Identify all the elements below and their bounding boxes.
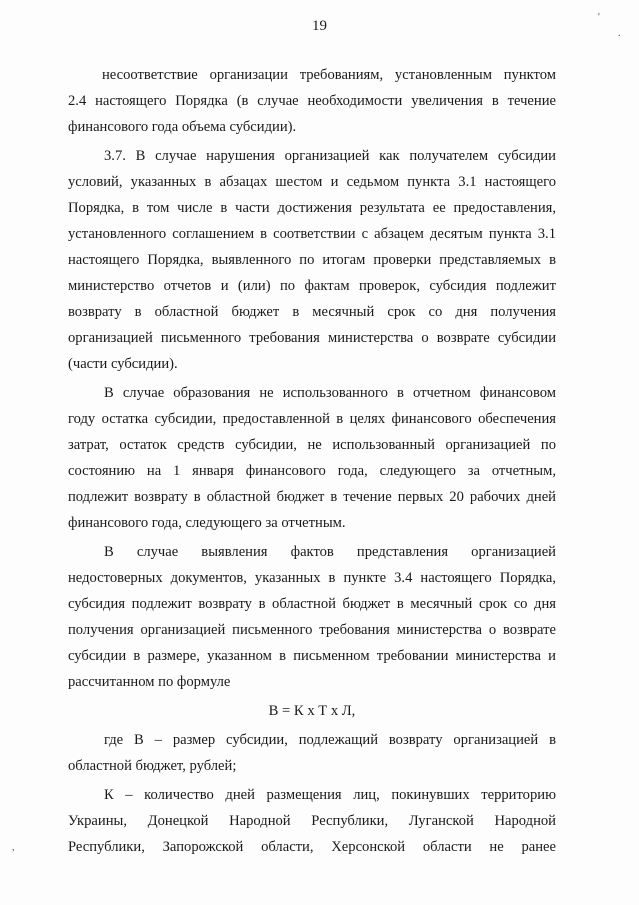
text-line: В случае образования не использованного в отчетном финансовом bbox=[104, 385, 556, 401]
paragraph bbox=[68, 727, 556, 779]
text-line: 2.4 настоящего Порядка (в случае необходимости увеличения в течение bbox=[68, 93, 556, 109]
text-line: подлежит возврату в областной бюджет в течение первых 20 рабочих дней bbox=[68, 489, 556, 505]
text-line: субсидия подлежит возврату в областной бюджет в месячный срок со дня bbox=[68, 596, 556, 612]
text-line: организацией письменного требования министерства о возврате субсидии bbox=[68, 330, 556, 346]
text-line: настоящего Порядка, выявленного по итогам проверки представляемых в bbox=[68, 252, 556, 268]
text-line: субсидии в размере, указанном в письменном требовании министерства и bbox=[68, 648, 556, 664]
formula: В = К х Т х Л, bbox=[268, 703, 356, 719]
text-line: финансового года объема субсидии). bbox=[68, 119, 297, 135]
text-line: затрат, остаток средств субсидии, не использованный организацией по bbox=[68, 437, 556, 453]
text-line: условий, указанных в абзацах шестом и седьмом пункта 3.1 настоящего bbox=[68, 174, 556, 190]
text-line: Порядка, в том числе в части достижения результата ее предоставления, bbox=[68, 200, 556, 216]
text-line: Республики, Запорожской области, Херсонской области не ранее bbox=[68, 839, 556, 855]
text-line: несоответствие организации требованиям, установленным пунктом bbox=[102, 67, 556, 83]
text-line: финансового года, следующего за отчетным. bbox=[68, 515, 346, 531]
text-line: 3.7. В случае нарушения организацией как получателем субсидии bbox=[104, 148, 556, 164]
text-line: К – количество дней размещения лиц, покинувших территорию bbox=[104, 787, 556, 803]
paragraph bbox=[68, 539, 556, 695]
scan-speck: . bbox=[618, 28, 621, 39]
text-line: (части субсидии). bbox=[68, 356, 178, 372]
paragraph bbox=[68, 380, 556, 536]
text-line: где В – размер субсидии, подлежащий возврату организацией в bbox=[104, 732, 556, 748]
text-line: областной бюджет, рублей; bbox=[68, 758, 237, 774]
text-line: недостоверных документов, указанных в пункте 3.4 настоящего Порядка, bbox=[68, 570, 556, 586]
text-line: состоянию на 1 января финансового года, следующего за отчетным, bbox=[68, 463, 556, 479]
text-line: Украины, Донецкой Народной Республики, Луганской Народной bbox=[68, 813, 556, 829]
text-line: рассчитанном по формуле bbox=[68, 674, 231, 690]
text-line: получения организацией письменного требования министерства о возврате bbox=[68, 622, 556, 638]
document-body bbox=[68, 62, 556, 863]
text-line: возврату в областной бюджет в месячный срок со дня получения bbox=[68, 304, 556, 320]
paragraph bbox=[68, 782, 556, 860]
scan-speck: , bbox=[12, 842, 15, 853]
paragraph bbox=[68, 143, 556, 377]
text-line: установленного соглашением в соответствии с абзацем десятым пункта 3.1 bbox=[68, 226, 556, 242]
text-line: В случае выявления фактов представления организацией bbox=[104, 544, 556, 560]
text-line: министерство отчетов и (или) по фактам проверок, субсидия подлежит bbox=[68, 278, 556, 294]
page-number: 19 bbox=[312, 18, 327, 34]
scan-speck: ' bbox=[598, 12, 600, 23]
text-line: году остатка субсидии, предоставленной в целях финансового обеспечения bbox=[68, 411, 556, 427]
paragraph bbox=[68, 62, 556, 140]
